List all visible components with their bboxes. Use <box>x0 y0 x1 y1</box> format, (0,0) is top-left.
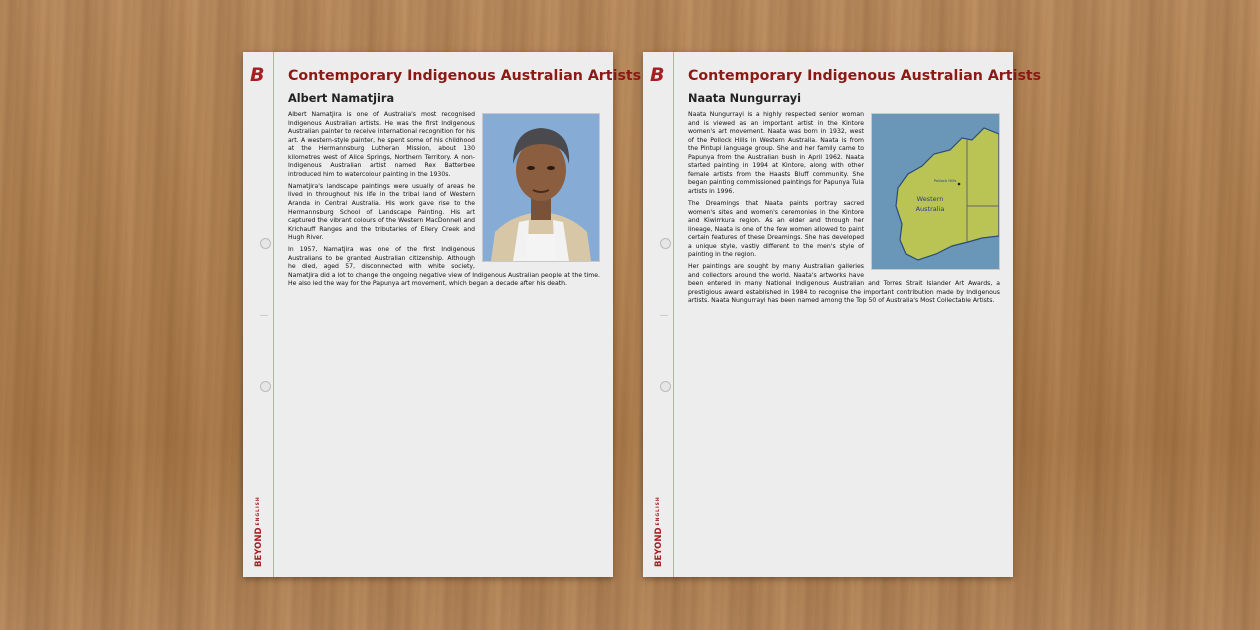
paragraph: The Dreamings that Naata paints portray sacred women's sites and women's ceremonies in the Kintore and Kiwirrkura region. As an elder and through her lineage, Naata is one of the few women allowed to paint certain features of these Dreamings. She has developed a unique style, vastly different to the men's style of painting in the region. <box>688 199 864 259</box>
punch-hole <box>660 381 671 392</box>
artist-name: Naata Nungurrayi <box>688 92 801 105</box>
artist-portrait <box>482 113 600 262</box>
brand-sub: ENGLISH <box>656 496 661 526</box>
map-label-place: Pollock Hills <box>934 178 957 183</box>
paragraph: Naata Nungurrayi is a highly respected senior woman and is viewed as an important artist in the Kintore women's art movement. Naata was born in 1932, west of the Pollock Hills in Western Australia. Naata is from the Pintupi language group. She and her family came to Papunya from the Australian bush in April 1962. Naata started painting in 1994 at Kintore, along with other female artists from the Haasts Bluff community. She began painting commissioned paintings for Papunya Tula artists in 1996. <box>688 111 864 195</box>
brand-logo: B <box>250 64 265 86</box>
page-title: Contemporary Indigenous Australian Artists <box>288 68 642 84</box>
punch-hole <box>660 238 671 249</box>
paragraph: Her paintings are sought by many Australian galleries and collectors around the world. Naata's artworks have been entered in many National Indigenous Australian and Torres Strait Islander Art Awards, a prestigious award established in 1984 to recognise the important contribution made by Indigenous artists. Naata Nungurrayi has been named among the Top 50 of Australia's Most Collectable Artists. <box>688 263 1000 305</box>
article-body <box>288 111 600 292</box>
brand-sub: ENGLISH <box>256 496 261 526</box>
worksheet-page-namatjira <box>243 52 642 577</box>
page-title: Contemporary Indigenous Australian Artists <box>688 68 1042 84</box>
paragraph: In 1957, Namatjira was one of the first Indigenous Australians to be granted Australian citizenship. Although he died, aged 57, disconnected with white society, Namatjira did a lot to change the ongoing negative view of Indigenous Australian people at the time. He also led the way for the Papunya art movement, which began a decade after his death. <box>288 246 600 288</box>
brand-name: BEYOND <box>254 527 264 567</box>
artist-name: Albert Namatjira <box>288 92 395 105</box>
punch-hole <box>260 238 271 249</box>
article-body <box>688 111 1000 310</box>
worksheet-page-nungurrayi <box>643 52 1042 577</box>
paragraph: Albert Namatjira is one of Australia's most recognised Indigenous Australian artists. He was the first Indigenous Australian painter to receive international recognition for his art. A western-style painter, he spent some of his childhood at the Hermannsburg Lutheran Mission, about 130 kilometres west of Alice Springs, Northern Territory. A non-Indigenous Australian artist named Rex Batterbee introduced him to watercolour painting in the 1930s. <box>288 111 475 178</box>
paragraph: Namatjira's landscape paintings were usually of areas he lived in throughout his life in the tribal land of Western Aranda in Central Australia. His work gave rise to the Hermannsburg School of Landscape Painting. His art captured the vibrant colours of the Western MacDonnell and Krichauff Ranges and the tributaries of Ellery Creek and Hugh River. <box>288 182 475 242</box>
brand-name: BEYOND <box>654 527 664 567</box>
western-australia-map <box>871 113 1000 270</box>
map-label-region: Western Australia <box>915 195 945 213</box>
margin-line <box>273 52 274 577</box>
punch-hole <box>260 381 271 392</box>
fold-mark <box>660 315 668 316</box>
brand-wordmark <box>654 496 664 567</box>
margin-line <box>673 52 674 577</box>
fold-mark <box>260 315 268 316</box>
brand-logo: B <box>650 64 665 86</box>
brand-wordmark <box>254 496 264 567</box>
